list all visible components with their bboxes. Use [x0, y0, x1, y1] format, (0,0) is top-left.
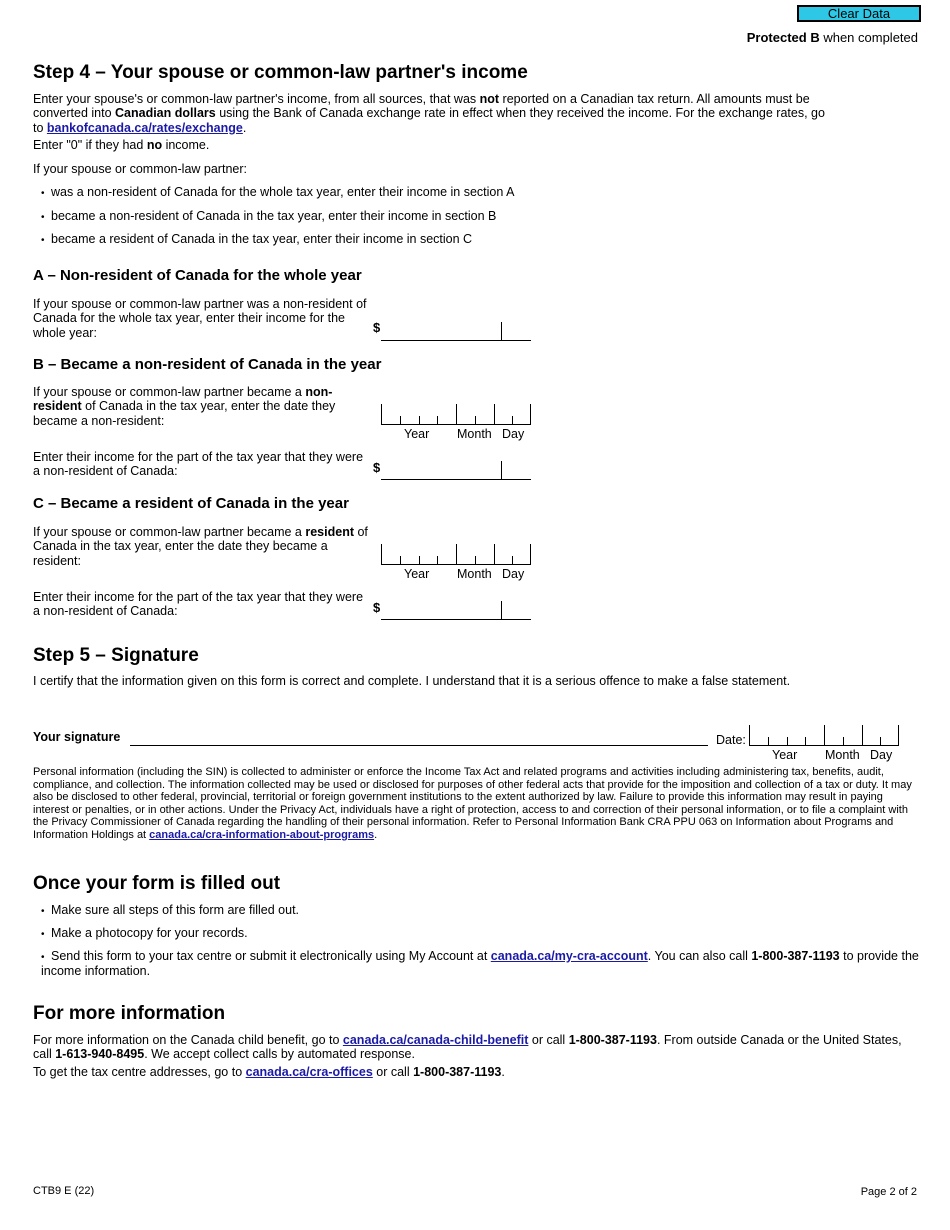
cra-offices-link[interactable]: canada.ca/cra-offices — [245, 1065, 373, 1079]
section-b-date-input[interactable] — [381, 404, 531, 425]
day-caption: Day — [502, 427, 525, 441]
signature-label: Your signature — [33, 730, 121, 744]
section-a-label: If your spouse or common-law partner was a non-resident of Canada for the whole tax year, enter their income for the whole year: — [33, 297, 367, 340]
more-info-title: For more information — [33, 1003, 226, 1024]
protected-b-notice: Protected B when completed — [746, 30, 918, 45]
my-cra-account-link[interactable]: canada.ca/my-cra-account — [490, 949, 648, 963]
certify-statement: I certify that the information given on this form is correct and complete. I understand that it is a serious offence to make a false statement. — [33, 674, 791, 688]
step4-intro: Enter your spouse's or common-law partner's income, from all sources, that was not reported on a Canadian tax return. All amounts must be converted into Canadian dollars using the Bank of Canada exchange rate in effect when they received the income. For the exchange rates, go to bankofcanada.ca/rates/exchange. — [33, 92, 825, 135]
cents-divider — [501, 601, 502, 619]
bankofcanada-link[interactable]: bankofcanada.ca/rates/exchange — [46, 120, 243, 135]
step5-title: Step 5 – Signature — [33, 645, 199, 666]
section-c-date-input[interactable] — [381, 544, 531, 565]
year-caption: Year — [404, 567, 430, 581]
currency-sign: $ — [373, 600, 381, 615]
page-number: Page 2 of 2 — [860, 1186, 917, 1198]
currency-sign: $ — [373, 460, 381, 475]
section-b-date-label: If your spouse or common-law partner became a non-resident of Canada in the tax year, enter the date they became a non-resident: — [33, 385, 336, 428]
currency-sign: $ — [373, 320, 381, 335]
clear-data-button[interactable]: Clear Data — [797, 5, 921, 22]
section-b-income-label: Enter their income for the part of the tax year that they were a non-resident of Canada: — [33, 450, 364, 479]
canada-child-benefit-link[interactable]: canada.ca/canada-child-benefit — [342, 1033, 529, 1047]
cents-divider — [501, 322, 502, 340]
privacy-notice: Personal information (including the SIN) is collected to administer or enforce the Income Tax Act and related programs and activities including administering tax, benefits, audit, compliance, and collection. The information collected may be used or disclosed for purposes of other federal acts that provide for the imposition and collection of a tax or duty. It may also be disclosed to other federal, provincial, territorial or foreign government institutions to the extent authorized by law. Failure to provide this information may result in paying interest or penalties, or in other actions. Under the Privacy Act, individuals have a right of protection, access to and correction of their personal information, or to file a complaint with the Privacy Commissioner of Canada regarding the handling of their personal information. Refer to Personal Information Bank CRA PPU 063 on Information about Programs and Information Holdings at canada.ca/cra-information-about-programs. — [33, 766, 912, 841]
section-a-title: A – Non-resident of Canada for the whole year — [33, 267, 362, 284]
date-label: Date: — [716, 733, 746, 747]
section-b-income-input[interactable] — [381, 461, 531, 480]
section-c-date-label: If your spouse or common-law partner became a resident of Canada in the tax year, enter the date they became a resident: — [33, 525, 368, 568]
section-c-income-label: Enter their income for the part of the tax year that they were a non-resident of Canada: — [33, 590, 364, 619]
list-item: • Make sure all steps of this form are filled out. — [41, 903, 299, 918]
section-c-income-input[interactable] — [381, 601, 531, 620]
signature-date-input[interactable] — [749, 725, 899, 746]
list-item: • Make a photocopy for your records. — [41, 926, 248, 941]
list-item: • Send this form to your tax centre or submit it electronically using My Account at canada.ca/my-cra-account. You can also call 1-800-387-1193 to provide the income information. — [41, 949, 921, 978]
day-caption: Day — [870, 748, 893, 762]
day-caption: Day — [502, 567, 525, 581]
section-c-title: C – Became a resident of Canada in the year — [33, 495, 349, 512]
step4-if-line: If your spouse or common-law partner: — [33, 162, 247, 176]
year-caption: Year — [772, 748, 798, 762]
year-caption: Year — [404, 427, 430, 441]
signature-line[interactable] — [130, 745, 708, 746]
cra-information-about-programs-link[interactable]: canada.ca/cra-information-about-programs — [149, 828, 375, 841]
filled-out-title: Once your form is filled out — [33, 873, 281, 894]
form-identifier: CTB9 E (22) — [33, 1185, 95, 1197]
list-item: • was a non-resident of Canada for the whole tax year, enter their income in section A — [41, 185, 514, 200]
more-info-paragraph: For more information on the Canada child benefit, go to canada.ca/canada-child-benefit or call 1-800-387-1193. From outside Canada or the United States, call 1-613-940-8495. We accept collect calls by automated response. — [33, 1033, 902, 1062]
step4-zero-note: Enter "0" if they had no income. — [33, 138, 210, 152]
step4-title: Step 4 – Your spouse or common-law partner's income — [33, 62, 528, 83]
list-item: • became a resident of Canada in the tax year, enter their income in section C — [41, 232, 472, 247]
month-caption: Month — [457, 567, 492, 581]
tax-centre-paragraph: To get the tax centre addresses, go to canada.ca/cra-offices or call 1-800-387-1193. — [33, 1065, 505, 1079]
list-item: • became a non-resident of Canada in the tax year, enter their income in section B — [41, 209, 496, 224]
cents-divider — [501, 461, 502, 479]
month-caption: Month — [457, 427, 492, 441]
month-caption: Month — [825, 748, 860, 762]
section-b-title: B – Became a non-resident of Canada in the year — [33, 356, 382, 373]
section-a-income-input[interactable] — [381, 322, 531, 341]
